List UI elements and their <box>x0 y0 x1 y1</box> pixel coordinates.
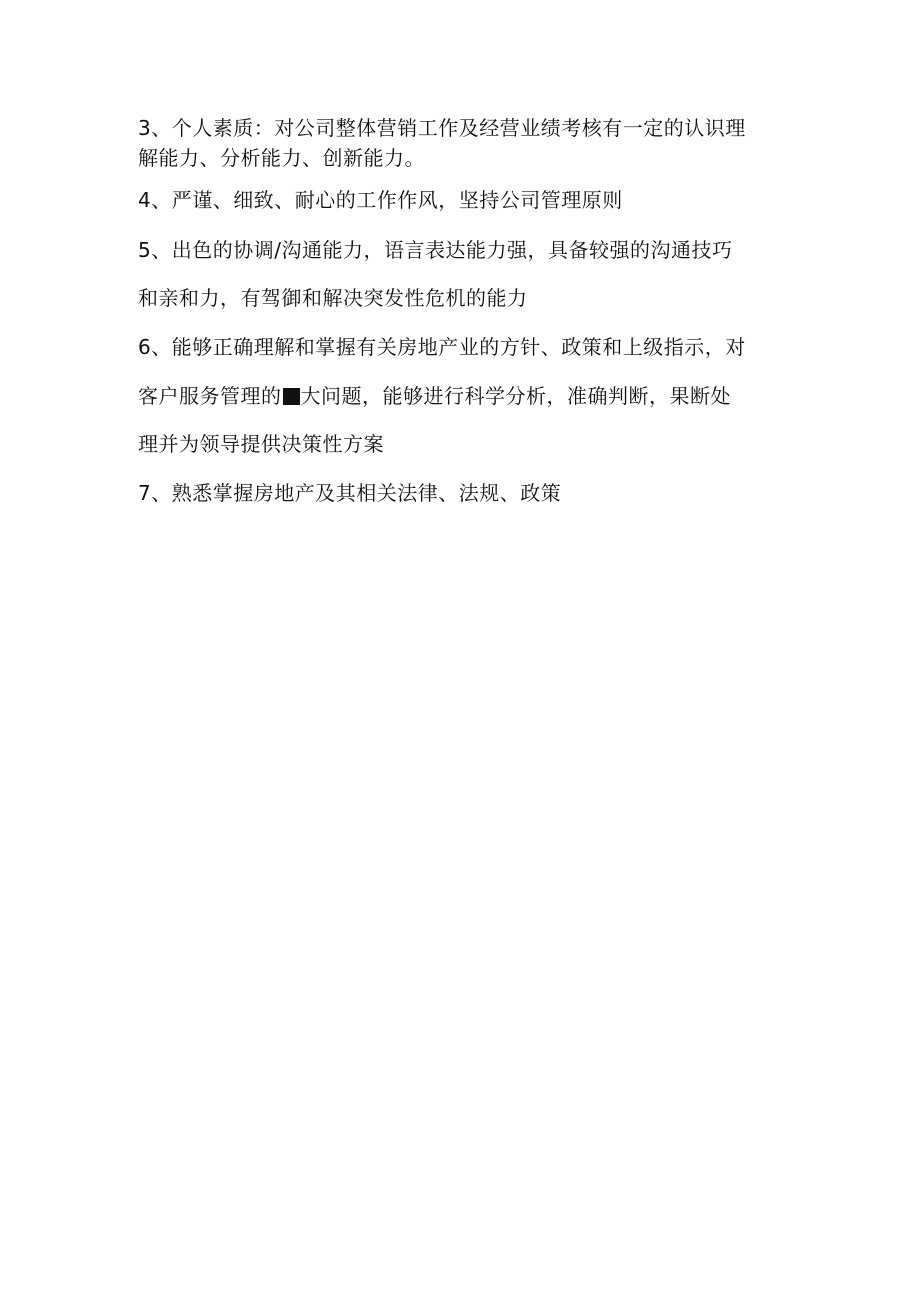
item-6-line-2 <box>138 384 798 408</box>
filled-square-mark <box>283 388 300 405</box>
item-6-line-1: 6、能够正确理解和掌握有关房地产业的方针、政策和上级指示，对 <box>138 335 746 359</box>
item-7-line-1: 7、熟悉掌握房地产及其相关法律、法规、政策 <box>138 481 562 505</box>
item-6-line-2-end: 大问题，能够进行科学分析，准确判断，果断处 <box>300 384 731 408</box>
item-6-line-2-start: 客户服务管理的 <box>138 384 282 408</box>
item-3-line-2: 解能力、分析能力、创新能力。 <box>138 146 425 170</box>
item-4-line-1: 4、严谨、细致、耐心的工作作风，坚持公司管理原则 <box>138 188 623 212</box>
item-5-line-1: 5、出色的协调/沟通能力，语言表达能力强，具备较强的沟通技巧 <box>138 238 733 262</box>
item-6-line-3: 理并为领导提供决策性方案 <box>138 432 384 456</box>
item-5-line-2: 和亲和力，有驾御和解决突发性危机的能力 <box>138 286 528 310</box>
item-3-line-1: 3、个人素质：对公司整体营销工作及经营业绩考核有一定的认识理 <box>138 116 746 140</box>
